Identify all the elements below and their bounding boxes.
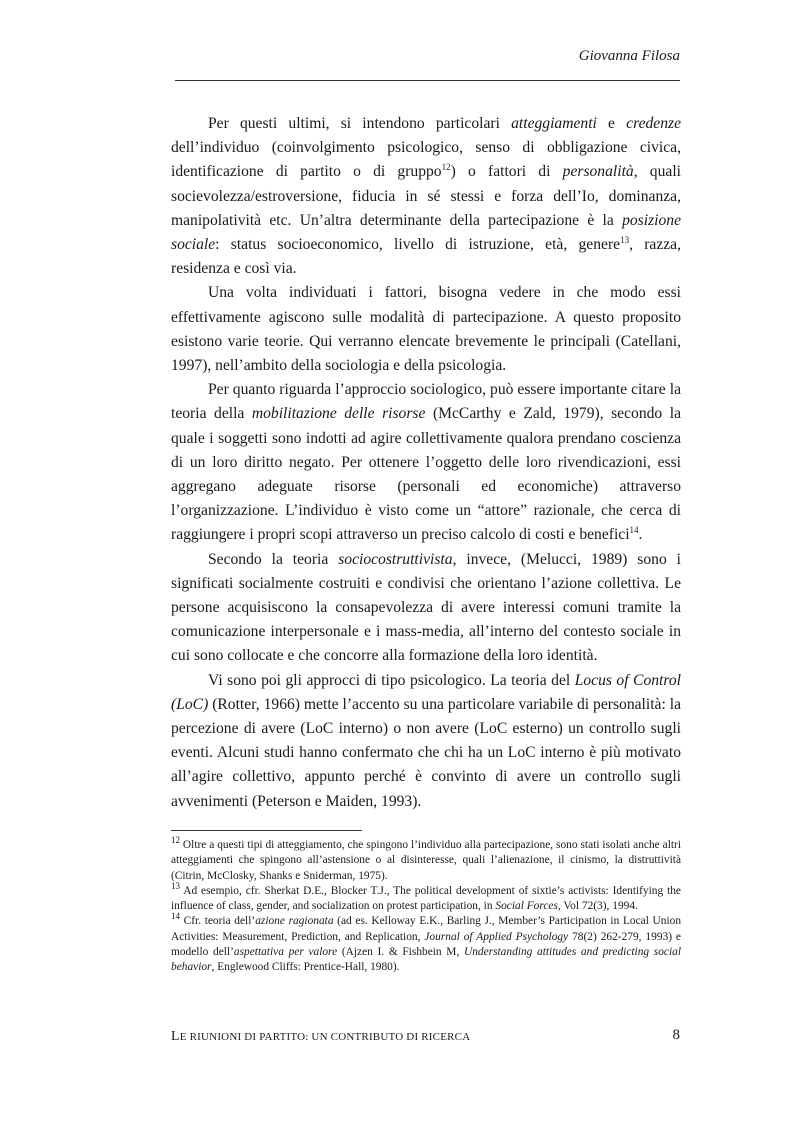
- emphasis: aspettativa per valore: [233, 946, 338, 959]
- text-run: (McCarthy e Zald, 1979), secondo la quale i soggetti sono indotti ad agire collettivamente qualora prendano coscienza di un loro diritto negato. Per ottenere l’oggetto delle loro rivendicazioni, essi aggregano adeguate risorse (personali ed economiche) attraverso l’organizzazione. L’individuo è visto come un “attore” razionale, che cerca di raggiungere i propri scopi attraverso un preciso calcolo di costi e benefici: [171, 405, 681, 544]
- text-run: ) o fattori di: [450, 163, 563, 181]
- text-run: : status socioeconomico, livello di istruzione, età, genere: [215, 236, 621, 254]
- footnote-text: Oltre a questi tipi di atteggiamento, che spingono l’individuo alla partecipazione, sono stati isolati anche altri atteggiamenti che spingono all’astensione o al disinteresse, quali l’alienazione, il cinismo, la distruttività (Citrin, McClosky, Shanks e Sniderman, 1975).: [171, 839, 681, 882]
- emphasis: azione ragionata: [255, 915, 334, 928]
- text-run: , quali socievolezza/estroversione, fiducia in sé stessi e forza dell’Io, dominanza, manipolatività etc. Un’altra determinante della partecipazione è la: [171, 163, 681, 229]
- paragraph: [171, 669, 681, 814]
- running-footer-title: [171, 1029, 470, 1045]
- footnote-number: 12: [171, 835, 180, 846]
- emphasis: Locus of Control (LoC): [171, 671, 681, 713]
- footnote-ref: 12: [441, 162, 451, 173]
- text-run: Cfr. teoria dell’: [180, 915, 256, 928]
- text-run: , Vol 72(3), 1994.: [557, 900, 638, 913]
- footnotes: [171, 835, 682, 976]
- header-divider: [175, 80, 680, 81]
- text-run: Vi sono poi gli approcci di tipo psicologico. La teoria del: [208, 671, 575, 689]
- footnote-number: 14: [171, 911, 180, 922]
- body-text: [171, 112, 681, 814]
- text-run: Per questi ultimi, si intendono particolari: [208, 115, 512, 132]
- footer-title-rest: E RIUNIONI DI PARTITO: UN CONTRIBUTO DI RICERCA: [179, 1031, 471, 1043]
- footnote: [171, 835, 681, 884]
- emphasis: posizione sociale: [171, 211, 681, 254]
- text-run: , razza, residenza e così via.: [171, 236, 681, 278]
- text-run: dell’individuo (coinvolgimento psicologico, senso di obbligazione civica, identificazione di partito o di gruppo: [171, 139, 681, 181]
- emphasis: credenze: [626, 115, 681, 132]
- text-run: (Rotter, 1966) mette l’accento su una particolare variabile di personalità: la percezione di avere (LoC interno) o non avere (LoC esterno) un controllo sugli eventi. Alcuni studi hanno confermato che chi ha un LoC interno è più motivato all’agire collettivo, appunto perché è convinto di avere un controllo sugli avvenimenti (Peterson e Maiden, 1993).: [171, 695, 681, 810]
- footer-title-initial: L: [171, 1029, 180, 1044]
- footnote-ref: 13: [620, 234, 630, 245]
- text-run: (ad es. Kelloway E.K., Barling J., Member’s Participation in Local Union Activities: Measurement, Prediction, and Replication,: [171, 915, 682, 943]
- footnote-number: 13: [171, 881, 180, 892]
- footnote-divider: [171, 830, 362, 831]
- text-run: e: [596, 115, 627, 132]
- emphasis: mobilitazione delle risorse: [251, 405, 426, 423]
- running-header-author: Giovanna Filosa: [578, 48, 680, 64]
- text-run: Secondo la teoria: [208, 550, 339, 568]
- emphasis: personalità: [562, 163, 634, 181]
- paragraph: Una volta individuati i fattori, bisogna vedere in che modo essi effettivamente agiscono sulle modalità di partecipazione. A questo proposito esistono varie teorie. Qui verranno elencate brevemente le principali (Catellani, 1997), nell’ambito della sociologia e della psicologia.: [171, 284, 681, 375]
- footnote: [171, 881, 681, 915]
- emphasis: Social Forces: [495, 900, 558, 913]
- footnote: [171, 911, 682, 975]
- page-number: 8: [672, 1027, 680, 1043]
- footnote-ref: 14: [629, 525, 639, 536]
- emphasis: sociocostruttivista: [338, 550, 453, 568]
- emphasis: Understanding attitudes and predicting social behavior: [171, 946, 682, 974]
- text-run: , invece, (Melucci, 1989) sono i significati socialmente costruiti e condivisi che orientano l’azione collettiva. Le persone acquisiscono la consapevolezza di avere interessi comuni tramite la comunicazione interpersonale e i mass-media, all’interno del contesto sociale in cui sono collocate e che concorre alla formazione della loro identità.: [171, 550, 681, 665]
- emphasis: atteggiamenti: [511, 115, 597, 132]
- paragraph: [171, 112, 681, 281]
- paragraph: [171, 378, 681, 547]
- text-run: 78(2) 262-279, 1993) e modello dell’: [171, 930, 681, 959]
- text-run: Per quanto riguarda l’approccio sociologico, può essere importante citare la teoria della: [171, 381, 681, 423]
- text-run: (Ajzen I. & Fishbein M,: [337, 946, 464, 959]
- text-run: Ad esempio, cfr. Sherkat D.E., Blocker T.J., The political development of sixtie’s activists: Identifying the influence of class, gender, and socialization on protest participation, in: [171, 884, 681, 913]
- paragraph: [171, 548, 681, 669]
- emphasis: Journal of Applied Psychology: [424, 930, 569, 943]
- text-run: , Englewood Cliffs: Prentice-Hall, 1980).: [211, 961, 400, 974]
- text-run: .: [638, 526, 643, 544]
